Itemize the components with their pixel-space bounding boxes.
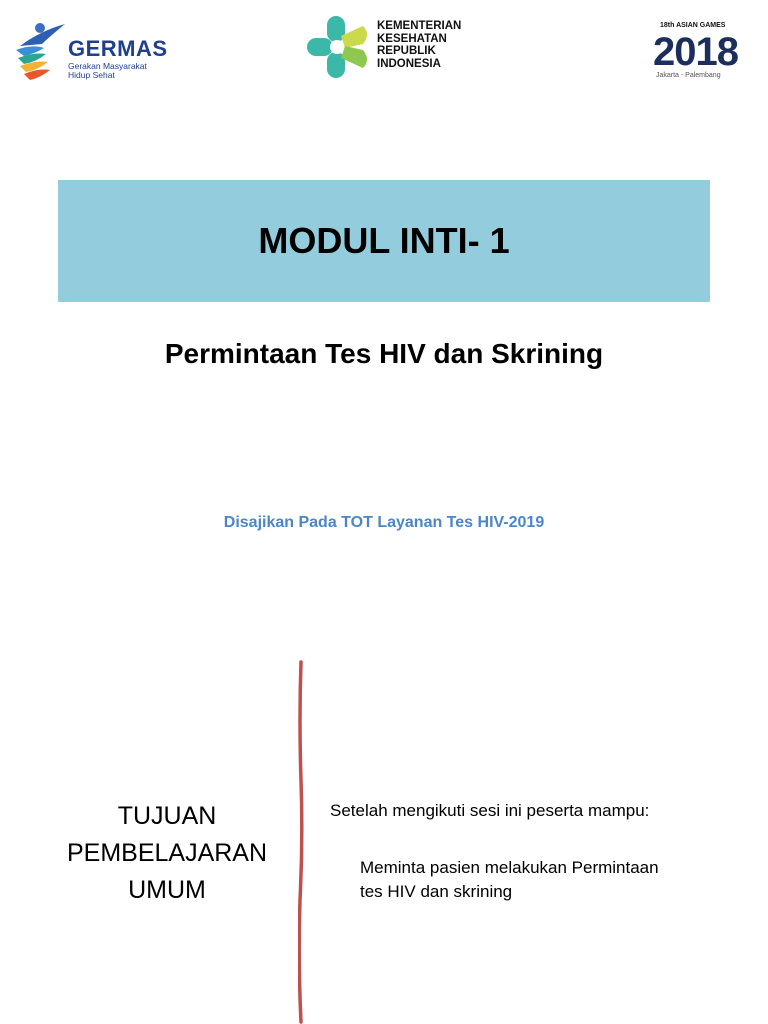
- kemenkes-line1: KEMENTERIAN: [377, 20, 462, 32]
- asian-games-location: Jakarta - Palembang: [656, 72, 721, 79]
- germas-tagline: [68, 62, 147, 80]
- germas-name: GERMAS: [68, 36, 168, 61]
- kemenkes-logo: [305, 14, 480, 80]
- module-title: MODUL INTI- 1: [258, 220, 510, 261]
- objective-goal-line2: tes HIV dan skrining: [360, 882, 513, 901]
- objective-heading-line3: UMUM: [128, 876, 206, 904]
- kemenkes-line3: REPUBLIK: [377, 45, 436, 57]
- germas-tagline-line2: Hidup Sehat: [68, 70, 115, 80]
- germas-figure-icon: [10, 16, 70, 86]
- kemenkes-name: [377, 20, 461, 70]
- asian-games-title: 18th ASIAN GAMES: [660, 22, 726, 29]
- objective-heading-line2: PEMBELAJARAN: [66, 839, 268, 867]
- germas-logo: [10, 16, 180, 86]
- objective-heading: [56, 798, 278, 909]
- kemenkes-line4: INDONESIA: [377, 57, 441, 70]
- kemenkes-line2: KESEHATAN: [377, 32, 447, 45]
- presented-at: Disajikan Pada TOT Layanan Tes HIV-2019: [223, 514, 545, 531]
- objective-heading-line1: TUJUAN: [117, 802, 217, 830]
- module-banner: [58, 180, 710, 302]
- module-subtitle: Permintaan Tes HIV dan Skrining: [164, 338, 604, 369]
- kemenkes-emblem-icon: [305, 14, 371, 80]
- germas-tagline-line1: Gerakan Masyarakat: [68, 61, 147, 71]
- vertical-divider: [298, 660, 304, 1024]
- objective-goal: [360, 856, 720, 904]
- objective-intro: Setelah mengikuti sesi ini peserta mampu:: [330, 801, 650, 820]
- objective-goal-line1: Meminta pasien melakukan Permintaan: [360, 858, 659, 877]
- asian-games-logo: [650, 22, 755, 84]
- asian-games-year: 2018: [653, 30, 738, 74]
